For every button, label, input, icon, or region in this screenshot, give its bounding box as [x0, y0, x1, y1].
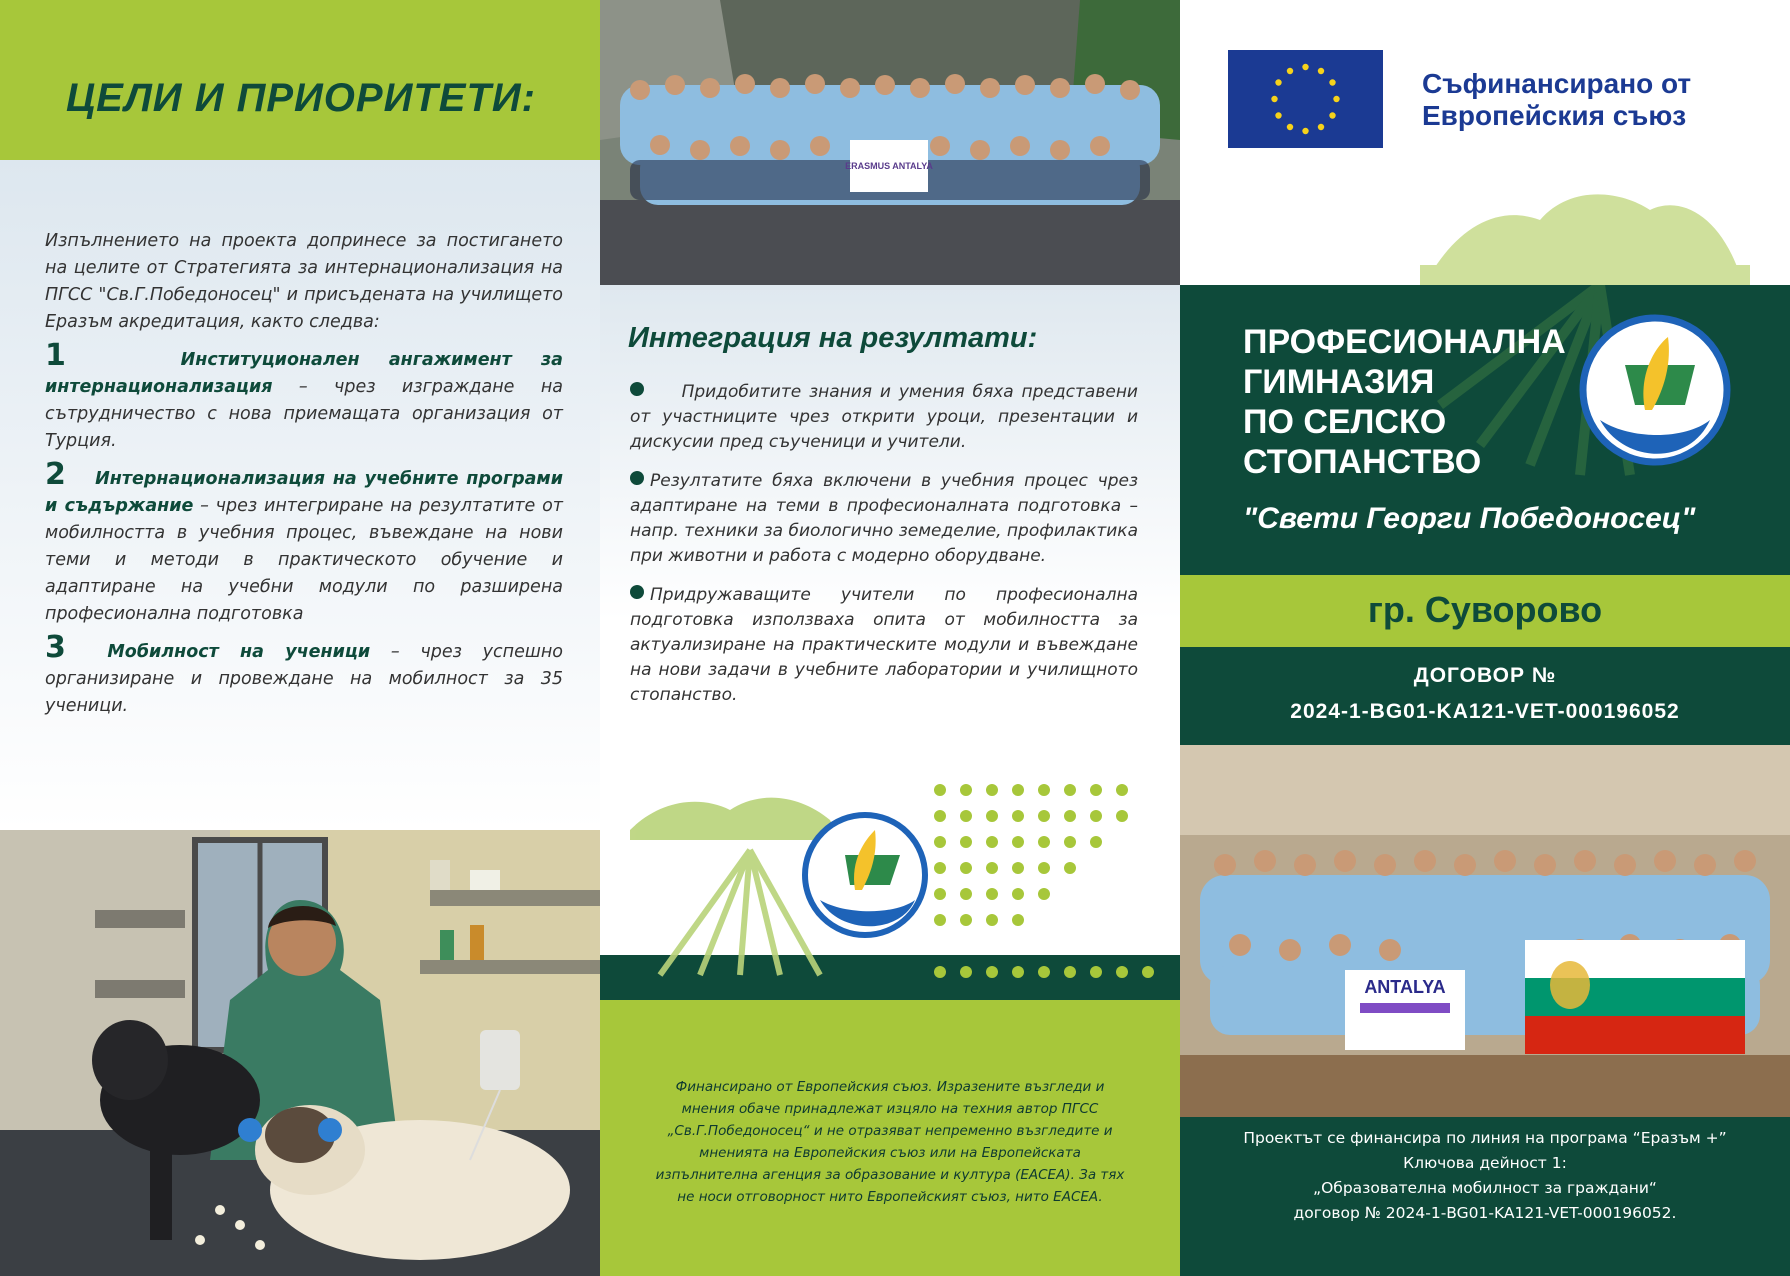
goal-number: 2: [45, 457, 66, 492]
dot-grid-decoration: [934, 784, 1154, 978]
goal-item-2: [45, 457, 564, 628]
goal-text: – чрез изграждане на сътрудничество с нова приемащата организация от Турция.: [45, 377, 563, 451]
program-line: договор № 2024-1-BG01-KA121-VET-000196052.: [1293, 1204, 1677, 1222]
banner-text: ERASMUS ANTALYA: [845, 161, 933, 171]
bullet-icon: [630, 585, 644, 599]
school-name-line: СТОПАНСТВО: [1243, 443, 1482, 481]
eu-line-1: Съфинансирано от: [1422, 68, 1692, 99]
photo-banner-text: ANTALYA: [1364, 977, 1446, 997]
goal-number: 1: [45, 338, 66, 373]
contract-label: ДОГОВОР №: [1413, 664, 1557, 687]
goal-title: Мобилност на ученици: [107, 642, 371, 662]
school-logo-icon: [1583, 318, 1727, 462]
goals-text: [45, 228, 563, 726]
group-photo-indoor: [1180, 745, 1790, 1117]
eu-disclaimer: Финансирано от Европейския съюз. Изразените възгледи и мнения обаче принадлежат изцяло на техния автор ПГСС „Св.Г.Победоносец“ и не отразяват непременно възгледите и мненията на Европейския съюз или на Европейската изпълнителна агенция за образование и култура (EACEA). За тях не носи отговорност нито Европейският съюз, нито EACEA.: [655, 1079, 1125, 1205]
program-line: Проектът се финансира по линия на програма “Еразъм +”: [1243, 1129, 1727, 1147]
school-saint-name: "Свети Георги Победоносец": [1243, 502, 1696, 535]
program-line: Ключова дейност 1:: [1403, 1154, 1567, 1172]
goal-title: Институционален ангажимент за интернационализация: [45, 350, 563, 397]
school-name-line: ПО СЕЛСКО: [1243, 403, 1447, 441]
goal-number: 3: [45, 630, 66, 665]
goal-item-3: [45, 630, 563, 720]
goal-text: – чрез интегриране на резултатите от мобилността в учебния процес, въвеждане на нови теми и методи в практическото обучение и адаптиране на учебни модули по разширена професионална подготовка: [45, 496, 564, 624]
integration-bullet: [630, 469, 1138, 569]
contract-number: 2024-1-BG01-KA121-VET-000196052: [1290, 700, 1680, 723]
integration-bullet: [630, 380, 1138, 455]
school-name-line: ГИМНАЗИЯ: [1243, 363, 1435, 401]
bullet-icon: [630, 471, 644, 485]
group-photo-outdoor: [600, 0, 1180, 285]
integration-title: Интеграция на резултати:: [628, 322, 1038, 354]
vet-clinic-photo: [0, 830, 600, 1276]
town-name: гр. Суворово: [1367, 589, 1603, 630]
goal-text: – чрез успешно организиране и провеждане на мобилност за 35 ученици.: [45, 642, 563, 716]
school-logo-icon: [805, 815, 925, 935]
contract-band: [1180, 647, 1790, 745]
school-name: [1243, 322, 1566, 482]
eu-cofunded-label: [1422, 68, 1691, 132]
goal-item-1: [45, 338, 563, 455]
program-info: [1180, 1126, 1790, 1226]
bullet-text: Резултатите бяха включени в учебния процес чрез адаптиране на теми в професионалната подготовка – напр. техники за биологично земеделие, профилактика при животни и работа с модерно оборудване.: [630, 471, 1138, 566]
eu-flag-icon: [1228, 50, 1383, 148]
integration-list: [630, 380, 1138, 722]
goals-intro: Изпълнението на проекта допринесе за постигането на целите от Стратегията за интернационализация на ПГСС "Св.Г.Победоносец" и присъдената на училището Еразъм акредитация, както следва:: [45, 231, 563, 332]
bullet-text: Придружаващите учители по професионална подготовка използваха опита от мобилността за актуализиране на практическите модули и въвеждане на нови задачи в учебните лаборатории и училищното стопанство.: [630, 585, 1138, 705]
bullet-text: Придобитите знания и умения бяха представени от участниците чрез открити уроци, презентации и дискусии пред съученици и учители.: [630, 382, 1138, 452]
integration-bullet: [630, 583, 1138, 708]
bullet-icon: [630, 382, 644, 396]
school-name-line: ПРОФЕСИОНАЛНА: [1243, 323, 1566, 361]
bulgarian-flag-icon: [1525, 940, 1745, 1054]
goals-title: ЦЕЛИ И ПРИОРИТЕТИ:: [66, 76, 536, 120]
goal-title: Интернационализация на учебните програми и съдържание: [45, 469, 563, 516]
program-line: „Образователна мобилност за граждани“: [1313, 1179, 1657, 1197]
landscape-decoration-top: [1420, 165, 1750, 285]
eu-line-2: Европейския съюз: [1422, 100, 1687, 131]
landscape-decoration: [600, 760, 1180, 980]
